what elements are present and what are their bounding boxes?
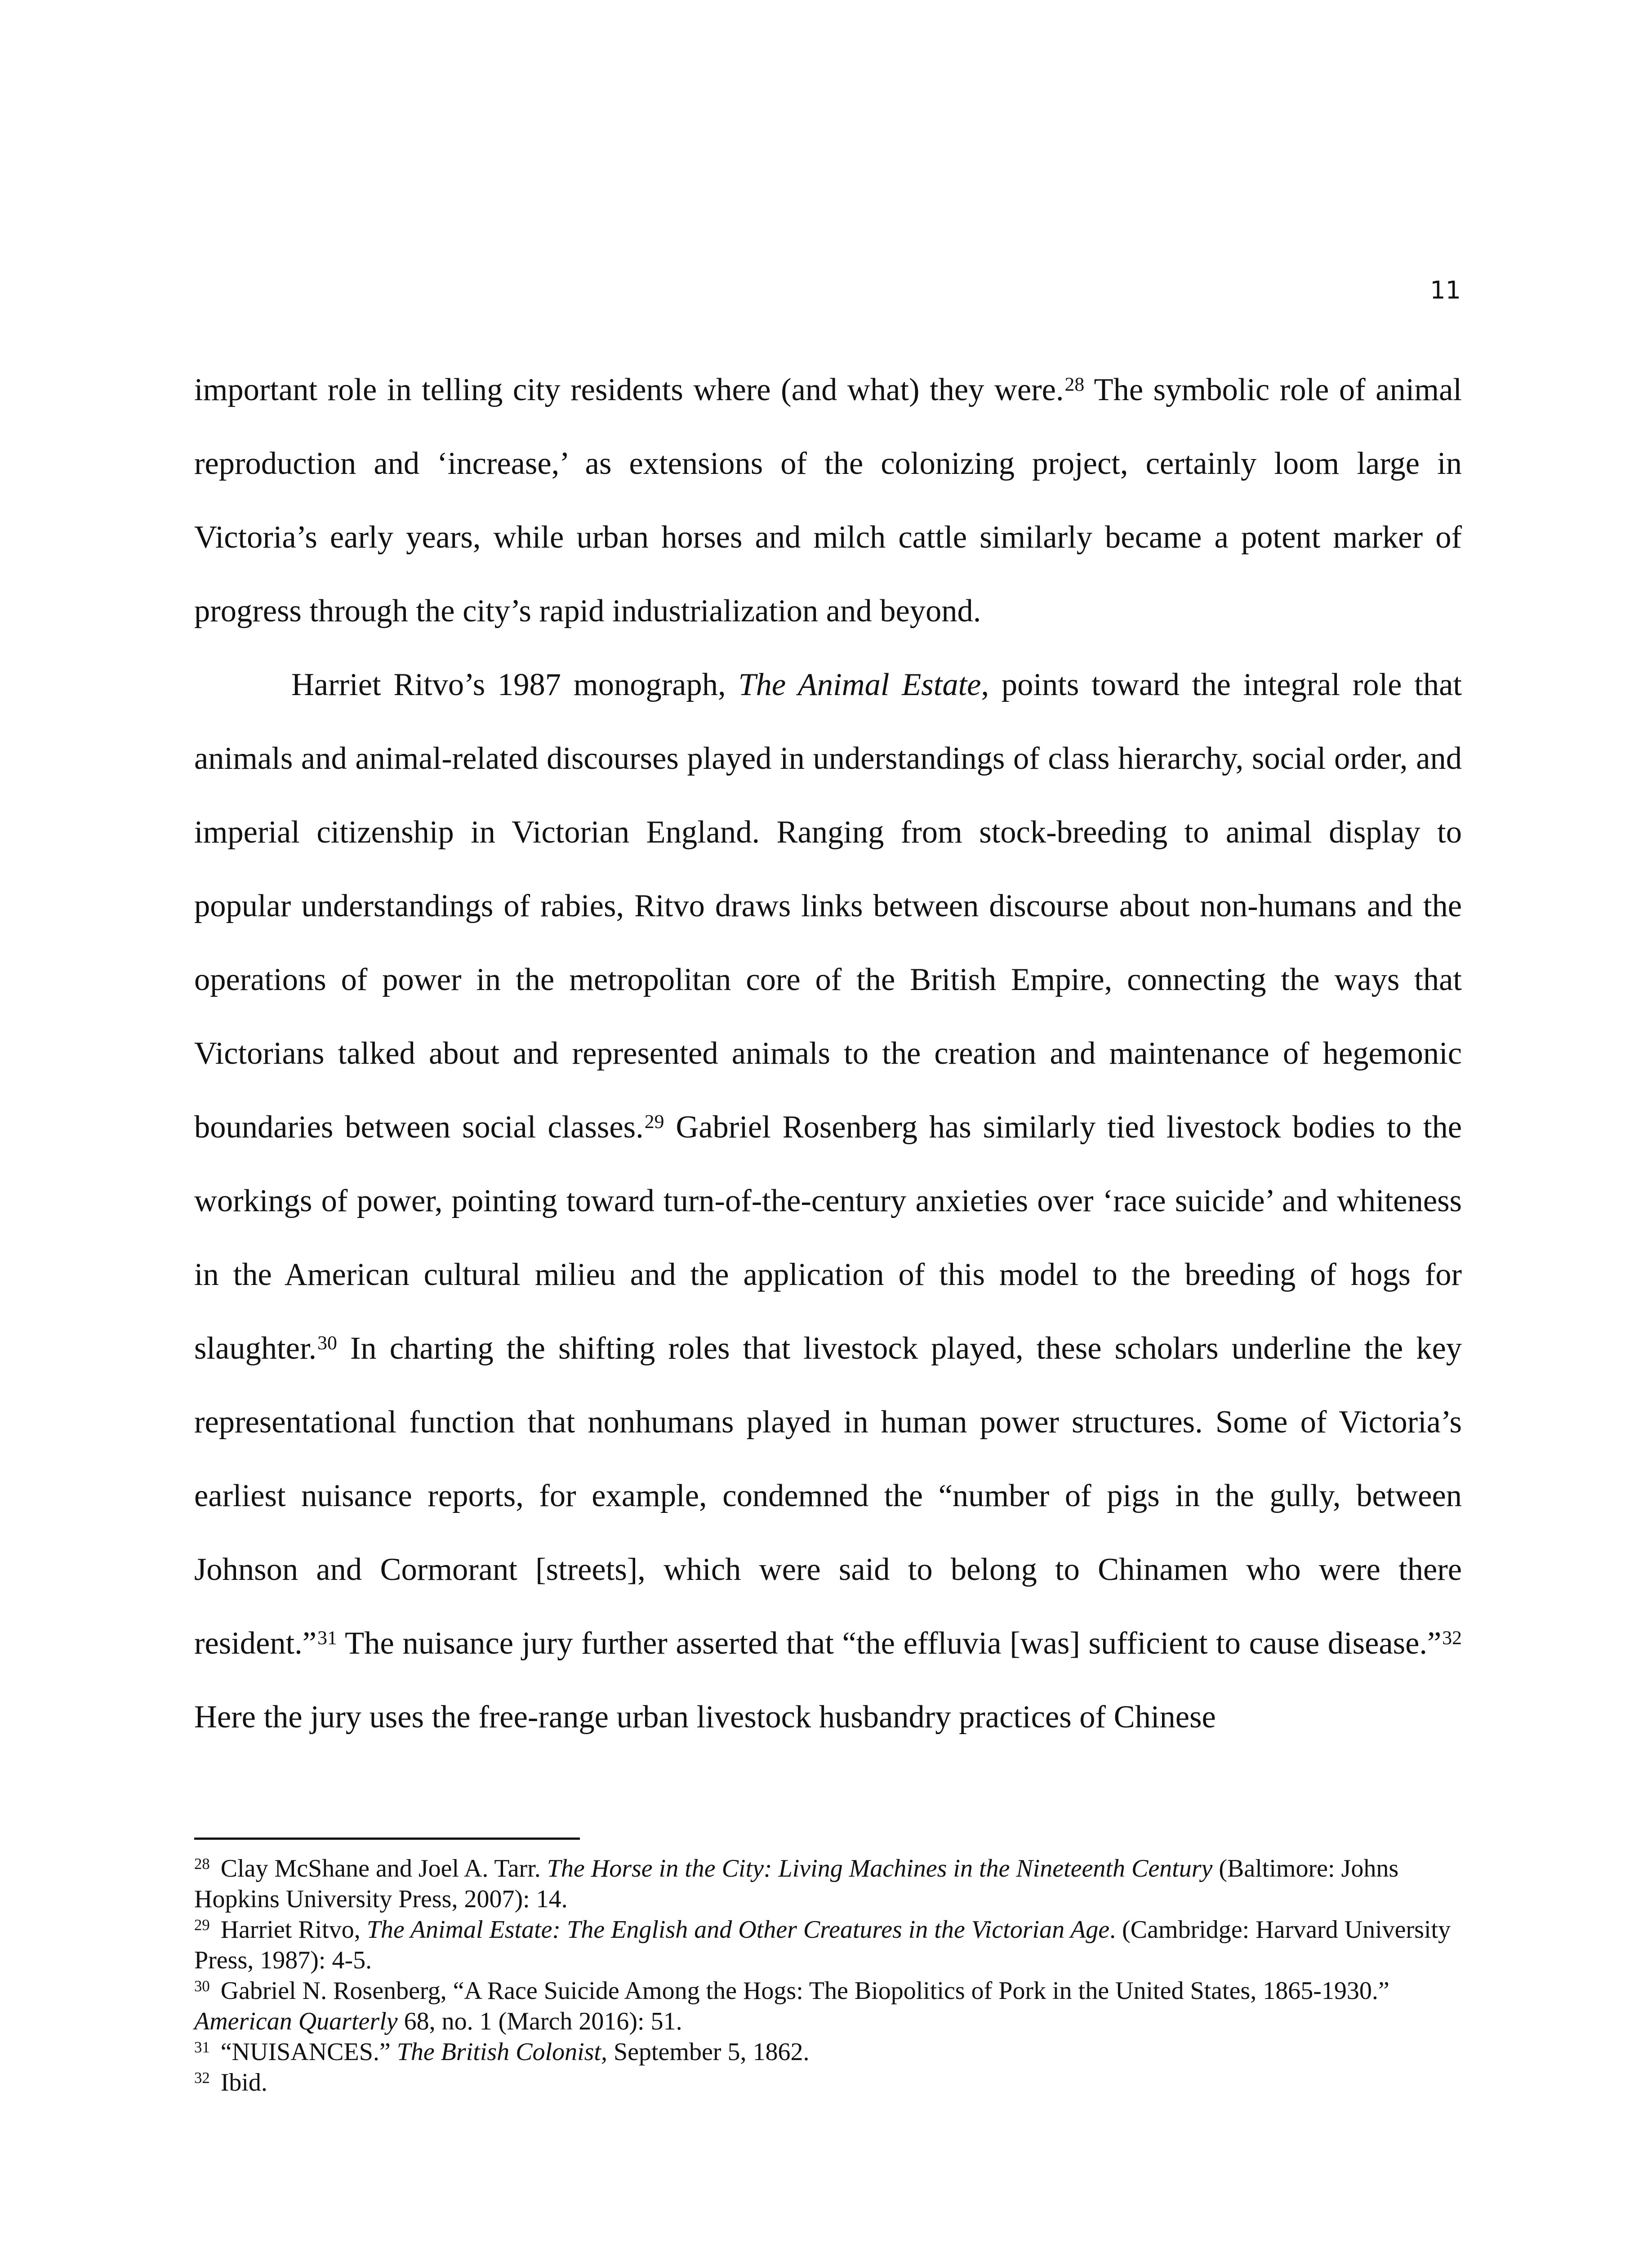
body-text — [194, 353, 1462, 1754]
paragraph-2-text-jury: The nuisance jury further asserted that “the effluvia [was] sufficient to cause disease.” — [337, 1626, 1442, 1661]
footnote-30 — [194, 1976, 1471, 2037]
footnote-title: American Quarterly — [194, 2007, 398, 2035]
footnote-text: “NUISANCES.” — [214, 2038, 397, 2066]
paragraph-1 — [194, 353, 1462, 648]
footnote-text: Harriet Ritvo, — [214, 1916, 367, 1944]
footnote-ref-31[interactable]: 31 — [317, 1627, 337, 1649]
footnote-number: 28 — [194, 1855, 210, 1873]
footnote-number: 32 — [194, 2069, 210, 2087]
paragraph-2-text-cont: , points toward the integral role that animals and animal-related discourses played in understandings of class hierarchy, social order, and imperial citizenship in Victorian England. Ranging from stock-breeding to animal display to popular understandings of rabies, Ritvo draws links between discourse about non-humans and the operations of power in the metropolitan core of the British Empire, connecting the ways that Victorians talked about and represented animals to the creation and maintenance of hegemonic boundaries between social classes. — [194, 667, 1462, 1145]
footnotes — [194, 1853, 1471, 2098]
footnote-text-cont: September 5, 1862. — [607, 2038, 810, 2066]
paragraph-2-text-end: Here the jury uses the free-range urban livestock husbandry practices of Chinese — [194, 1699, 1216, 1735]
footnote-ref-28[interactable]: 28 — [1064, 374, 1085, 396]
footnote-text: Clay McShane and Joel A. Tarr. — [214, 1855, 547, 1882]
footnote-ref-29[interactable]: 29 — [644, 1111, 664, 1133]
footnote-text-cont: (Baltimore: Johns Hopkins University Press, 2007): 14. — [194, 1855, 1399, 1913]
paragraph-2-text-nuisance: In charting the shifting roles that livestock played, these scholars underline the key representational function that nonhumans played in human power structures. Some of Victoria’s earliest nuisance reports, for example, condemned the “number of pigs in the gully, between Johnson and Cormorant [streets], which were said to belong to Chinamen who were there resident.” — [194, 1331, 1462, 1661]
paragraph-1-text-cont: The symbolic role of animal reproduction and ‘increase,’ as extensions of the colonizing project, certainly loom large in Victoria’s early years, while urban horses and milch cattle similarly became a potent marker of progress through the city’s rapid industrialization and beyond. — [194, 372, 1462, 629]
footnote-number: 30 — [194, 1977, 210, 1995]
page-number: 11 — [1430, 276, 1461, 304]
paragraph-1-text: important role in telling city residents where (and what) they were. — [194, 372, 1064, 407]
footnote-title: The Horse in the City: Living Machines in the Nineteenth Century — [547, 1855, 1213, 1882]
book-title-animal-estate: The Animal Estate — [738, 667, 981, 702]
footnote-31 — [194, 2037, 1471, 2067]
footnote-ref-30[interactable]: 30 — [317, 1332, 337, 1354]
footnote-number: 31 — [194, 2038, 210, 2056]
paragraph-2-text: Harriet Ritvo’s 1987 monograph, — [291, 667, 739, 702]
footnote-ref-32[interactable]: 32 — [1442, 1627, 1462, 1649]
footnote-32 — [194, 2067, 1471, 2098]
paragraph-2-text-rosenberg: Gabriel Rosenberg has similarly tied livestock bodies to the workings of power, pointing toward turn-of-the-century anxieties over ‘race suicide’ and whiteness in the American cultural milieu and the application of this model to the breeding of hogs for slaughter. — [194, 1110, 1462, 1366]
footnote-number: 29 — [194, 1916, 210, 1934]
footnote-title: The British Colonist, — [396, 2038, 607, 2066]
footnote-text: Ibid. — [214, 2069, 267, 2096]
footnote-29 — [194, 1914, 1471, 1976]
footnote-text-cont: 68, no. 1 (March 2016): 51. — [397, 2007, 682, 2035]
footnote-separator — [194, 1838, 580, 1840]
footnote-text: Gabriel N. Rosenberg, “A Race Suicide Among the Hogs: The Biopolitics of Pork in the United States, 1865-1930.” — [214, 1977, 1389, 2005]
footnote-title: The Animal Estate: The English and Other Creatures in the Victorian Age — [366, 1916, 1110, 1944]
footnote-28 — [194, 1853, 1471, 1914]
paragraph-2 — [194, 648, 1462, 1754]
footnote-text-cont: . (Cambridge: Harvard University Press, 1987): 4-5. — [194, 1916, 1451, 1974]
